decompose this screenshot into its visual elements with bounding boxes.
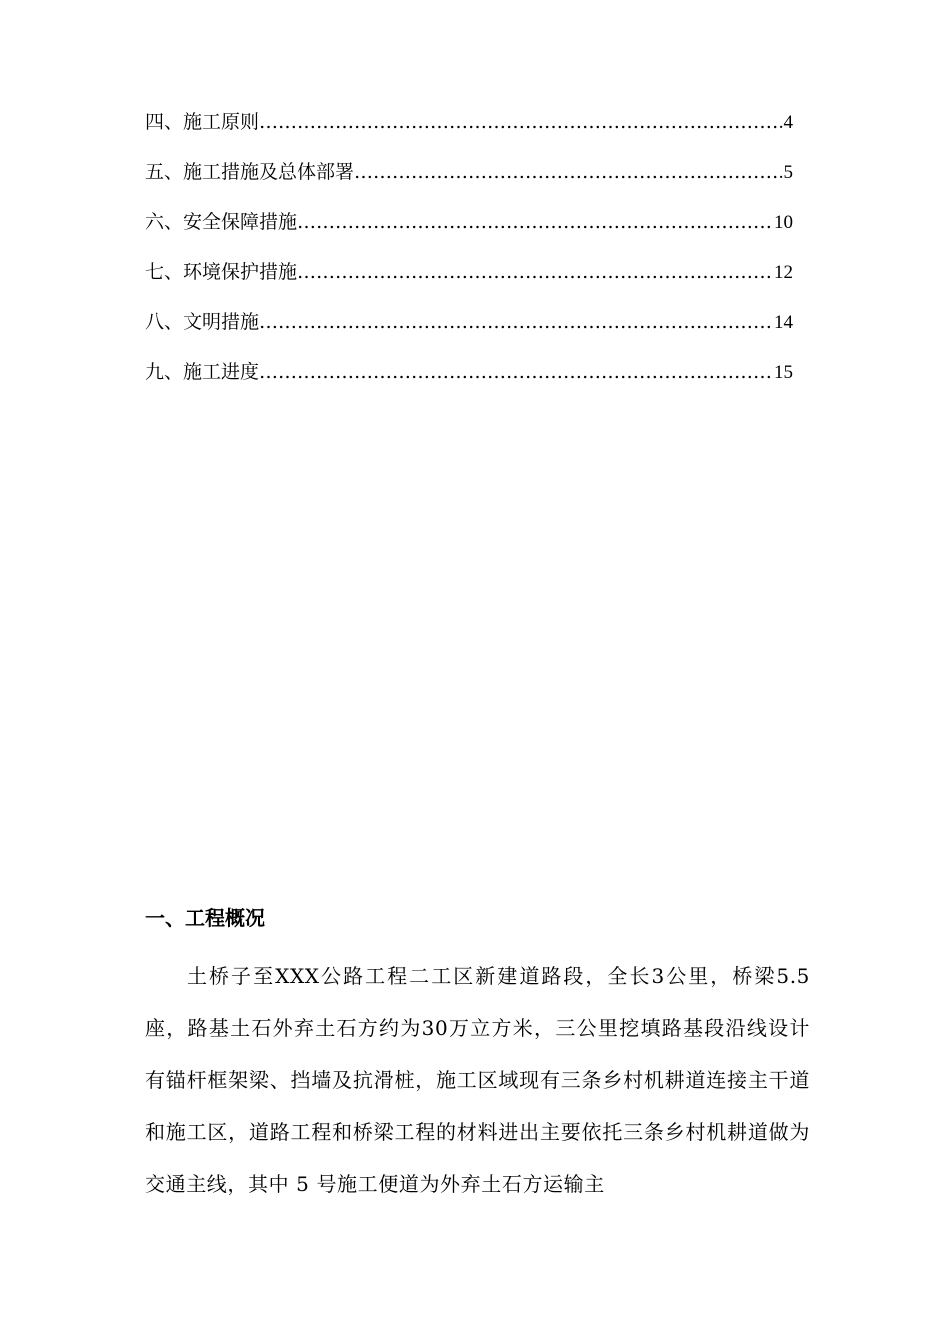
toc-entry[interactable]	[145, 354, 793, 404]
toc-leader-dots	[259, 304, 774, 340]
toc-entry-title: 五、施工措施及总体部署	[145, 161, 355, 183]
table-of-contents	[145, 104, 793, 404]
toc-entry-title: 六、安全保障措施	[145, 211, 298, 233]
toc-entry-title: 四、施工原则	[145, 111, 260, 133]
toc-entry[interactable]	[145, 204, 793, 254]
section-body-paragraph: 土桥子至XXX公路工程二工区新建道路段，全长3公里，桥梁5.5座，路基土石外弃土石方约为30万立方米，三公里挖填路基段沿线设计有锚杆框架梁、挡墙及抗滑桩，施工区域现有三条乡村机耕道连接主干道和施工区，道路工程和桥梁工程的材料进出主要依托三条乡村机耕道做为交通主线，其中 5 号施工便道为外弃土石方运输主	[145, 964, 810, 1196]
toc-entry-page: .5	[778, 162, 793, 183]
toc-leader-dots	[259, 104, 779, 140]
toc-entry-title: 七、环境保护措施	[145, 261, 298, 283]
toc-entry-page: 10	[774, 212, 793, 233]
toc-leader-dots	[354, 154, 779, 190]
project-overview-section	[145, 898, 810, 1210]
section-heading: 一、工程概况	[145, 906, 265, 930]
toc-entry-title: 九、施工进度	[145, 361, 260, 383]
toc-entry[interactable]	[145, 304, 793, 354]
toc-entry-page: 12	[774, 262, 793, 283]
toc-entry[interactable]	[145, 104, 793, 154]
toc-entry-title: 八、文明措施	[145, 311, 260, 333]
toc-entry[interactable]	[145, 154, 793, 204]
toc-entry[interactable]	[145, 254, 793, 304]
toc-leader-dots	[297, 204, 774, 240]
toc-entry-page: 14	[774, 312, 793, 333]
toc-leader-dots	[297, 254, 774, 290]
toc-leader-dots	[259, 354, 774, 390]
toc-entry-page: .4	[778, 112, 793, 133]
toc-entry-page: 15	[774, 362, 793, 383]
